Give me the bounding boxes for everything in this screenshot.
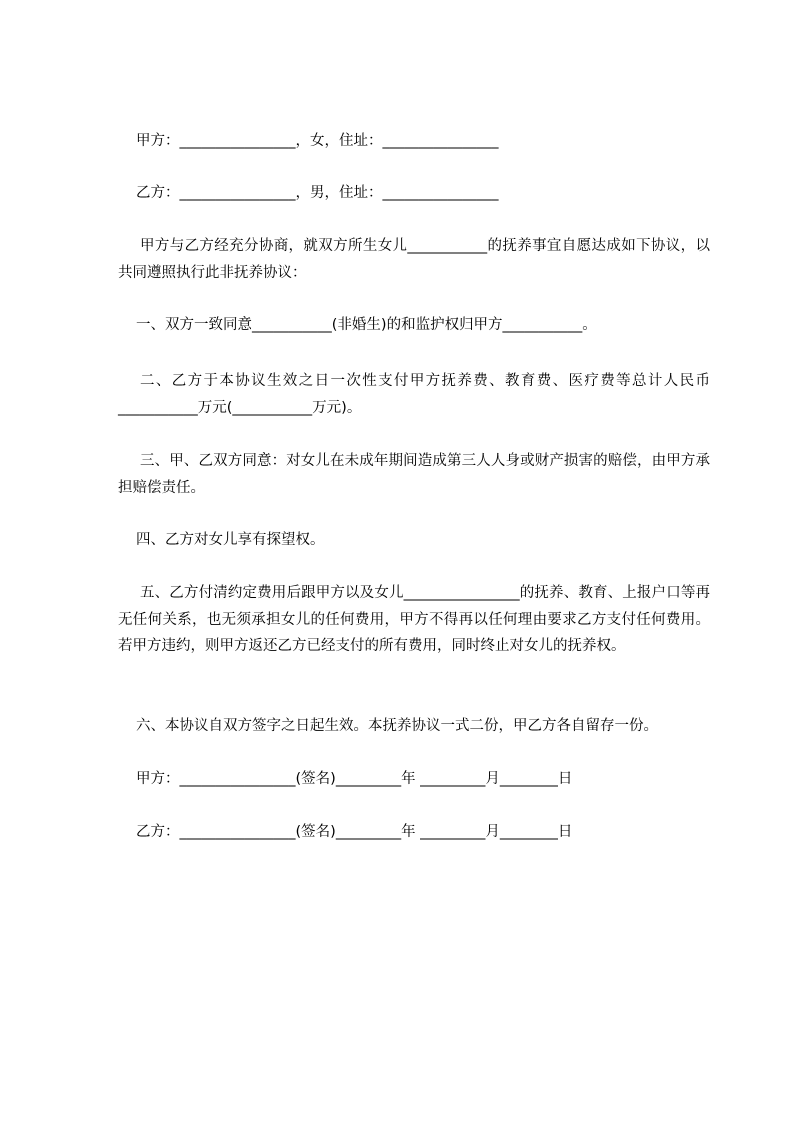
signature-line-party-a: 甲方：________________(签名)_________年 _________月________日 (136, 771, 573, 787)
clause-6: 六、本协议自双方签字之日起生效。本抚养协议一式二份，甲乙方各自留存一份。 (136, 718, 658, 734)
clause-3: 三、甲、乙双方同意：对女儿在未成年期间造成第三人人身或财产损害的赔偿，由甲方承担赔偿责任。 (118, 453, 710, 496)
clause-1: 一、双方一致同意___________(非婚生)的和监护权归甲方___________。 (136, 317, 597, 333)
clause-2: 二、乙方于本协议生效之日一次性支付甲方抚养费、教育费、医疗费等总计人民币___________万元(___________万元)。 (118, 373, 710, 416)
party-a-line: 甲方：________________，女，住址：________________ (136, 133, 499, 149)
clause-5: 五、乙方付清约定费用后跟甲方以及女儿________________的抚养、教育、上报户口等再无任何关系，也无须承担女儿的任何费用，甲方不得再以任何理由要求乙方支付任何费用。若甲方违约，则甲方返还乙方已经支付的所有费用，同时终止对女儿的抚养权。 (118, 585, 710, 654)
intro-paragraph: 甲方与乙方经充分协商，就双方所生女儿___________的抚养事宜自愿达成如下协议，以共同遵照执行此非抚养协议： (118, 238, 710, 281)
signature-line-party-b: 乙方：________________(签名)_________年 _________月________日 (136, 824, 573, 840)
party-b-line: 乙方：________________，男，住址：________________ (136, 185, 499, 201)
clause-4: 四、乙方对女儿享有探望权。 (136, 532, 325, 548)
